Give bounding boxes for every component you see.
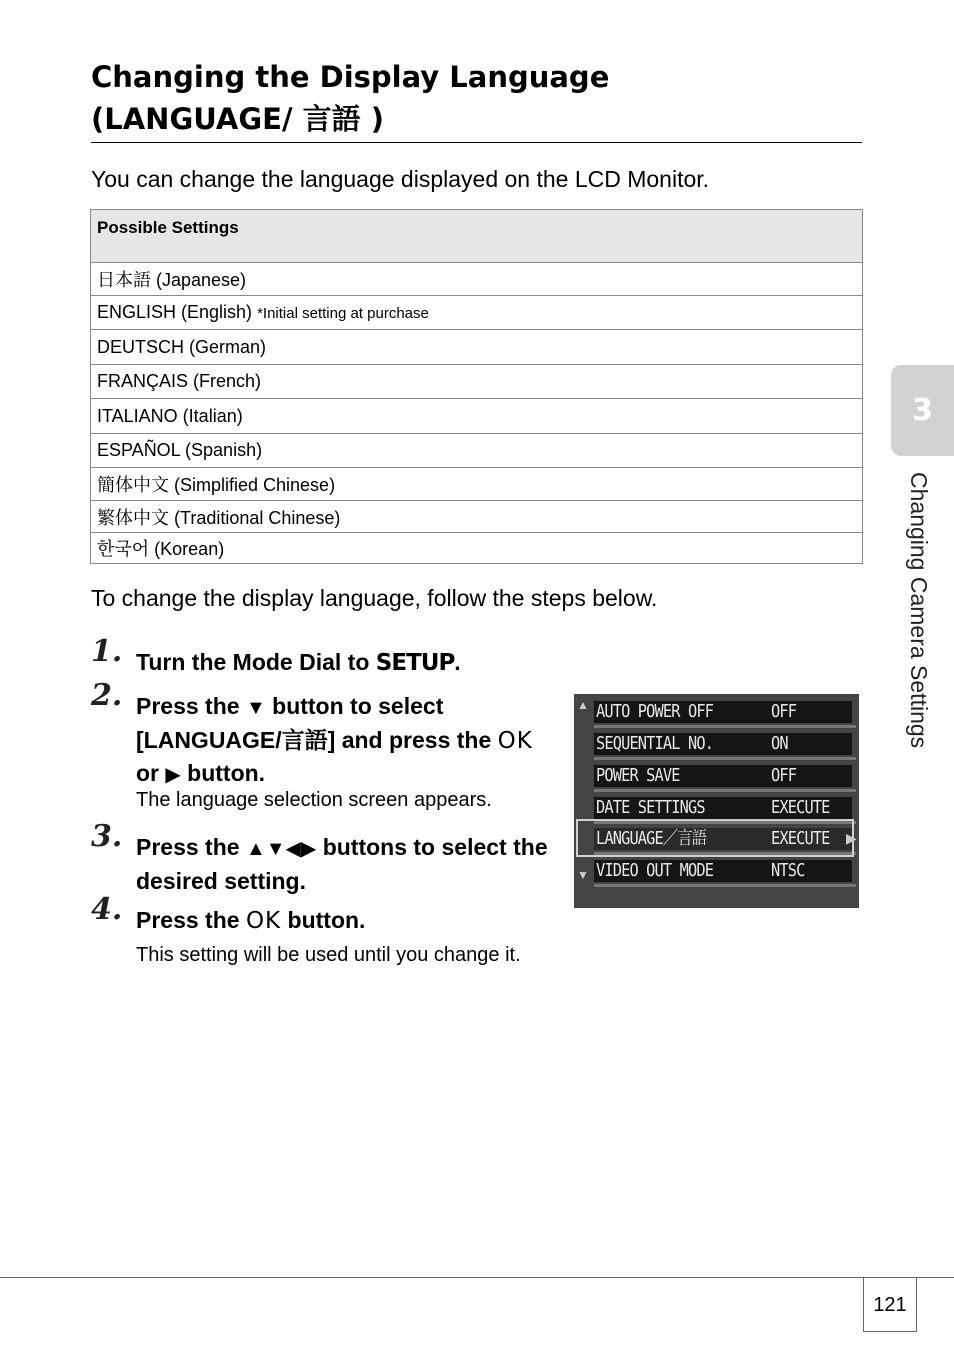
table-row: ESPAÑOL (Spanish) bbox=[91, 434, 863, 468]
step-number: 3. bbox=[91, 819, 123, 854]
page-title bbox=[91, 56, 862, 140]
title-line-1: Changing the Display Language bbox=[91, 60, 610, 94]
setup-mode-label: SETUP bbox=[375, 650, 455, 676]
select-arrow-icon: ▶ bbox=[846, 830, 857, 846]
step-description: This setting will be used until you change it. bbox=[136, 944, 521, 966]
step-text: Press the ▼ button to select [LANGUAGE/言語] and press the OK or ▶ button. bbox=[136, 693, 533, 786]
lcd-menu-row: VIDEO OUT MODE NTSC bbox=[594, 858, 856, 883]
page-number: 121 bbox=[863, 1278, 917, 1332]
table-header: Possible Settings bbox=[91, 210, 863, 263]
step-number: 2. bbox=[91, 678, 123, 713]
step-description: The language selection screen appears. bbox=[136, 789, 492, 811]
intro-text: You can change the language displayed on the LCD Monitor. bbox=[91, 166, 710, 192]
step-number: 4. bbox=[91, 892, 123, 927]
table-row: 한국어 (Korean) bbox=[91, 533, 863, 564]
lcd-menu-row: DATE SETTINGS EXECUTE bbox=[594, 795, 856, 820]
down-arrow-icon: ▼ bbox=[245, 697, 266, 719]
step-number: 1. bbox=[91, 634, 123, 669]
footer-divider bbox=[0, 1277, 954, 1278]
steps-intro: To change the display language, follow the steps below. bbox=[91, 585, 658, 611]
possible-settings-table bbox=[90, 209, 863, 564]
step-text: Press the ▲▼◀▶ buttons to select the desired setting. bbox=[136, 834, 548, 894]
lcd-menu-row-selected: LANGUAGE／言語 EXECUTE bbox=[594, 826, 856, 851]
scroll-down-icon: ▼ bbox=[577, 868, 589, 882]
table-row: ENGLISH (English) *Initial setting at purchase bbox=[91, 296, 863, 330]
title-line-2: (LANGUAGE/ 言語 ) bbox=[91, 102, 385, 136]
ok-button-label: OK bbox=[497, 728, 533, 754]
table-row: 日本語 (Japanese) bbox=[91, 263, 863, 296]
step-text: Press the OK button. bbox=[136, 907, 366, 934]
lcd-menu-row: AUTO POWER OFF OFF bbox=[594, 699, 856, 724]
lcd-menu-row: POWER SAVE OFF bbox=[594, 763, 856, 788]
chapter-tab: 3 bbox=[891, 365, 954, 456]
ok-button-label: OK bbox=[245, 908, 282, 934]
selection-highlight bbox=[576, 819, 854, 857]
lcd-menu-row: SEQUENTIAL NO. ON bbox=[594, 731, 856, 756]
chapter-name: Changing Camera Settings bbox=[906, 472, 932, 749]
table-row: FRANÇAIS (French) bbox=[91, 365, 863, 399]
direction-arrows-icon: ▲▼◀▶ bbox=[245, 838, 317, 860]
table-row: ITALIANO (Italian) bbox=[91, 399, 863, 434]
title-divider bbox=[91, 142, 862, 143]
step-text: Turn the Mode Dial to SETUP. bbox=[136, 649, 461, 676]
scroll-up-icon: ▲ bbox=[577, 698, 589, 712]
table-row: 簡体中文 (Simplified Chinese) bbox=[91, 468, 863, 501]
initial-setting-note: *Initial setting at purchase bbox=[257, 305, 429, 322]
lcd-setup-menu-screenshot bbox=[574, 694, 859, 908]
table-row: DEUTSCH (German) bbox=[91, 330, 863, 365]
right-arrow-icon: ▶ bbox=[165, 764, 181, 786]
table-row: 繁体中文 (Traditional Chinese) bbox=[91, 501, 863, 533]
